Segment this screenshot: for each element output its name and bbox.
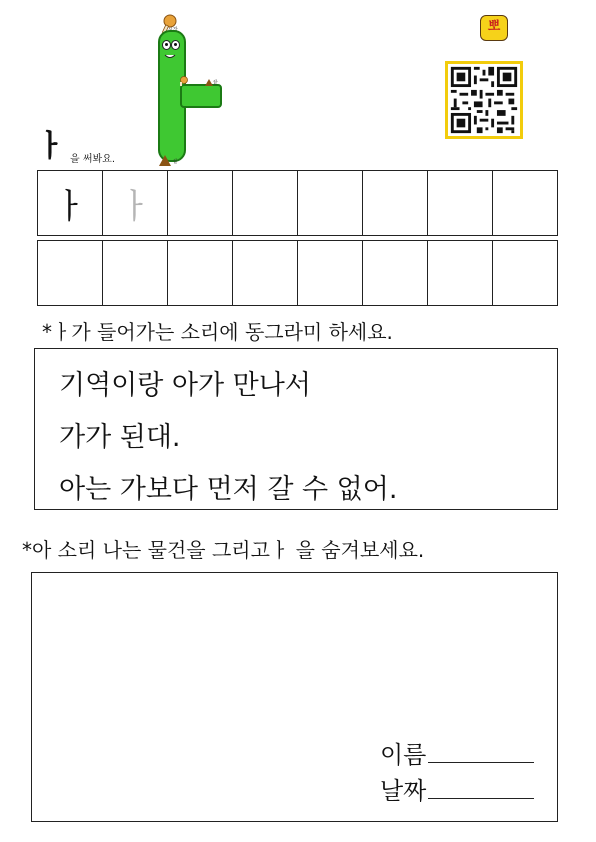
grid-cell[interactable] (493, 171, 557, 235)
poem-box (34, 348, 558, 510)
grid-cell[interactable] (298, 171, 363, 235)
grid-cell[interactable] (168, 241, 233, 305)
poem-line-2[interactable]: 가가 된대. (59, 422, 181, 453)
name-label: 이름 (380, 741, 427, 769)
qr-code[interactable] (445, 61, 523, 139)
character-arm (180, 84, 222, 108)
writing-grid-row-2 (37, 240, 558, 306)
grid-cell[interactable] (233, 171, 298, 235)
grid-cell[interactable] (493, 241, 557, 305)
grid-cell[interactable] (168, 171, 233, 235)
grid-cell[interactable] (428, 241, 493, 305)
grid-cell[interactable] (233, 241, 298, 305)
badge-logo: 뽀 (480, 15, 508, 41)
right-eye (171, 40, 180, 50)
name-field[interactable] (380, 735, 534, 770)
end-label: 끝 (173, 159, 178, 165)
instruction-draw-object: *아 소리 나는 물건을 그리고ㅏ 을 숨겨보세요. (22, 538, 425, 562)
writing-grid-row-1 (37, 170, 558, 236)
name-blank[interactable] (428, 740, 534, 763)
grid-cell[interactable] (363, 241, 428, 305)
target-vowel: ㅏ (36, 129, 65, 164)
date-label: 날짜 (380, 777, 427, 805)
drawing-area[interactable] (31, 572, 558, 822)
instruction-circle-sound: *ㅏ가 들어가는 소리에 동그라미 하세요. (42, 320, 393, 344)
poop-bottom-icon (158, 154, 172, 166)
grid-cell-trace[interactable]: ㅏ (103, 171, 168, 235)
date-field[interactable] (380, 771, 534, 806)
grid-cell[interactable] (298, 241, 363, 305)
qr-code-icon (448, 64, 520, 136)
grid-cell[interactable] (38, 241, 103, 305)
write-instruction: 을 써봐요. (70, 154, 115, 165)
mouth-icon (164, 54, 176, 60)
grid-cell[interactable] (103, 241, 168, 305)
grid-cell[interactable]: ㅏ (38, 171, 103, 235)
poem-line-1[interactable]: 기역이랑 아가 만나서 (59, 370, 311, 401)
date-blank[interactable] (428, 776, 534, 799)
left-eye (162, 40, 171, 50)
poem-line-3[interactable]: 아는 가보다 먼저 갈 수 없어. (59, 474, 398, 505)
grid-cell[interactable] (363, 171, 428, 235)
grid-cell[interactable] (428, 171, 493, 235)
drumstick-small-icon (178, 76, 188, 86)
middle-label: 끝 (213, 80, 218, 86)
